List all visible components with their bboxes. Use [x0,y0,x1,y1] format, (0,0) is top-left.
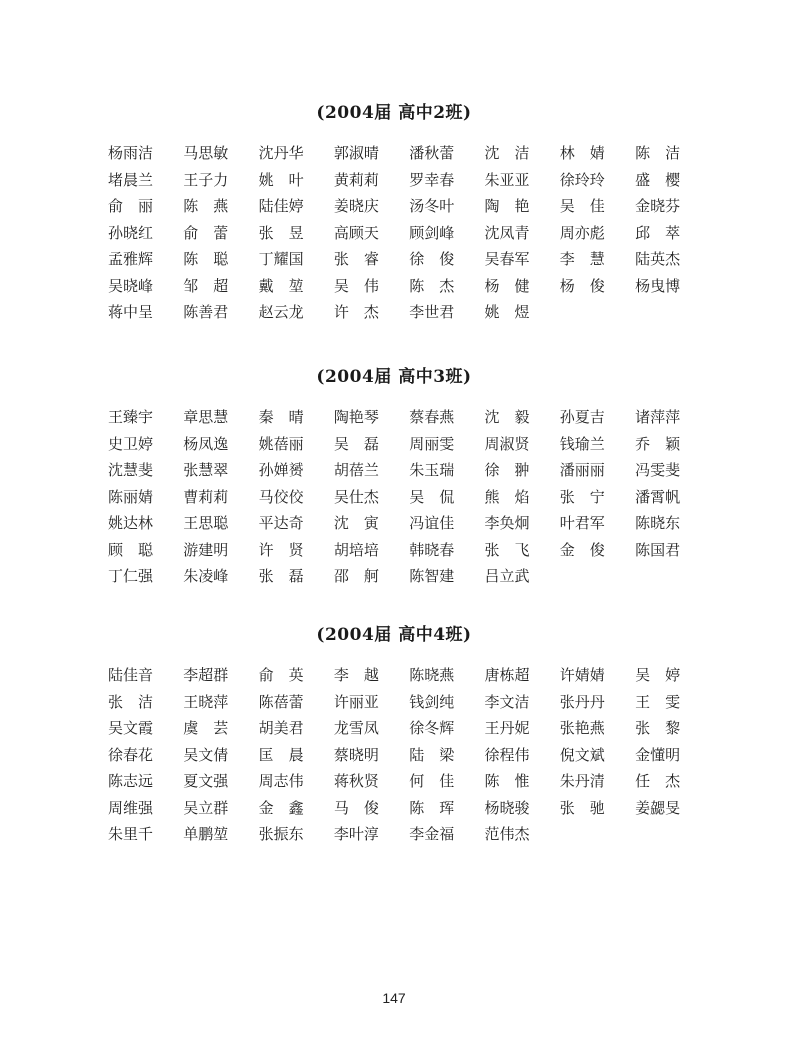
student-name: 陈智建 [409,567,455,585]
student-name: 邱 萃 [635,223,681,242]
student-name: 熊 焰 [484,487,530,506]
name-row [108,140,710,167]
student-name: 沈凤青 [484,223,530,242]
student-name: 虞 芸 [183,719,229,737]
student-name: 王臻宇 [108,408,154,426]
student-name: 张丹丹 [559,692,605,711]
name-row [108,768,710,795]
name-row [108,537,710,564]
student-name: 秦 晴 [258,408,304,426]
student-name: 黄莉莉 [333,170,379,189]
student-name: 朱亚亚 [484,170,530,189]
student-name: 乔 颖 [635,434,681,453]
student-name: 吴 佳 [559,197,605,215]
student-name: 陆佳婷 [258,197,304,215]
student-name: 许丽亚 [333,692,379,711]
student-name: 金晓芬 [635,197,681,215]
student-name: 陶 艳 [484,197,530,215]
student-name: 吴立群 [183,798,229,817]
student-name: 陈善君 [183,303,229,321]
student-name: 杨晓骏 [484,798,530,817]
student-name: 徐 俊 [409,250,455,268]
student-name: 诸萍萍 [635,408,681,426]
student-name: 杨曳博 [635,276,681,295]
student-name: 杨凤逸 [183,434,229,453]
student-name: 戴 堃 [258,276,304,295]
student-name: 张 飞 [484,540,530,559]
student-name: 姚 煜 [484,303,530,321]
student-name: 许婧婧 [559,666,605,684]
student-name: 张 洁 [108,692,154,711]
student-name: 金懂明 [635,745,681,764]
student-name: 周志伟 [258,772,304,790]
name-row [108,510,710,537]
student-name: 何 佳 [409,772,455,790]
student-name: 丁仁强 [108,567,154,585]
name-row [108,404,710,431]
name-row [108,715,710,742]
student-name: 罗幸春 [409,170,455,189]
name-row [108,193,710,220]
student-name: 朱玉瑞 [409,461,455,479]
student-name: 汤冬叶 [409,197,455,215]
student-name: 俞 蕾 [183,223,229,242]
student-name: 俞 英 [258,666,304,684]
student-name: 杨 俊 [559,276,605,295]
student-name: 陈 燕 [183,197,229,215]
student-name: 朱丹清 [559,772,605,790]
student-name: 朱里千 [108,825,154,843]
student-name: 盛 樱 [635,170,681,189]
student-name: 蒋中呈 [108,303,154,321]
student-name: 胡美君 [258,719,304,737]
student-name: 李叶淳 [333,825,379,843]
student-name: 任 杰 [635,772,681,790]
student-name: 陶艳琴 [333,408,379,426]
student-name: 陈志远 [108,772,154,790]
student-name: 沈 洁 [484,144,530,162]
student-name: 俞 丽 [108,197,154,215]
student-name: 张 昱 [258,223,304,242]
student-name: 孙夏吉 [559,408,605,426]
student-name: 姜晓庆 [333,197,379,215]
name-row [108,431,710,458]
student-name: 陈丽婧 [108,487,154,506]
student-name: 堵晨兰 [108,170,154,189]
name-row [108,484,710,511]
student-name: 吴晓峰 [108,276,154,295]
student-name: 徐程伟 [484,745,530,764]
student-name: 单鹏堃 [183,825,229,843]
student-name: 邹 超 [183,276,229,295]
student-name: 王晓萍 [183,692,229,711]
student-name: 许 杰 [333,303,379,321]
student-name: 沈丹华 [258,144,304,162]
student-name: 徐 翀 [484,461,530,479]
student-name: 张 黎 [635,719,681,737]
student-name: 倪文斌 [559,745,605,764]
student-name: 李世君 [409,303,455,321]
name-grid [108,404,710,590]
student-name: 李超群 [183,666,229,684]
student-name: 徐冬辉 [409,719,455,737]
student-name: 夏文强 [183,772,229,790]
student-name: 陈晓东 [635,514,681,532]
student-name: 周维强 [108,798,154,817]
student-name: 胡培培 [333,540,379,559]
student-name: 王丹妮 [484,719,530,737]
student-name: 孟雅辉 [108,250,154,268]
student-name: 吕立武 [484,567,530,585]
student-name: 吴仕杰 [333,487,379,506]
student-name: 胡蓓兰 [333,461,379,479]
student-name: 龙雪凤 [333,719,379,737]
student-name: 金 俊 [559,540,605,559]
student-name: 徐玲玲 [559,170,605,189]
student-name: 匡 晨 [258,745,304,764]
student-name: 孙婵赟 [258,461,304,479]
student-name: 邵 舸 [333,567,379,585]
name-row [108,220,710,247]
student-name: 赵云龙 [258,303,304,321]
student-name: 马 俊 [333,798,379,817]
student-name: 沈 寅 [333,514,379,532]
student-name: 张艳燕 [559,719,605,737]
student-name: 沈 毅 [484,408,530,426]
student-name: 吴文倩 [183,745,229,764]
student-name: 朱凌峰 [183,567,229,585]
student-name: 潘秋蕾 [409,144,455,162]
student-name: 吴文霞 [108,719,154,737]
name-row [108,821,710,848]
student-name: 沈慧斐 [108,461,154,479]
student-name: 马思敏 [183,144,229,162]
student-name: 吴 侃 [409,487,455,506]
student-name: 马佼佼 [258,487,304,506]
student-name: 游建明 [183,540,229,559]
student-name: 蔡晓明 [333,745,379,764]
student-name: 陈蓓蕾 [258,692,304,711]
student-name: 张 睿 [333,250,379,268]
student-name: 郭淑晴 [333,144,379,162]
student-name: 唐栋超 [484,666,530,684]
student-name: 张 磊 [258,567,304,585]
student-name: 张振东 [258,825,304,843]
student-name: 陈 聪 [183,250,229,268]
student-name: 姜勰旻 [635,798,681,817]
student-name: 吴春军 [484,250,530,268]
student-name: 潘霄帆 [635,487,681,506]
student-name: 陈 洁 [635,144,681,162]
student-name: 姚 叶 [258,170,304,189]
student-name: 吴 磊 [333,434,379,453]
student-name: 曹莉莉 [183,487,229,506]
student-name: 陈 杰 [409,276,455,295]
name-row [108,273,710,300]
student-name: 平达奇 [258,514,304,532]
student-name: 史卫婷 [108,434,154,453]
student-name: 范伟杰 [484,825,530,843]
student-name: 陈 惟 [484,772,530,790]
student-name: 李 慧 [559,250,605,268]
student-name: 钱瑜兰 [559,434,605,453]
student-name: 蒋秋贤 [333,772,379,790]
student-name: 陆 梁 [409,745,455,764]
student-name: 姚达林 [108,514,154,532]
student-name: 金 鑫 [258,798,304,817]
student-name: 吴 伟 [333,276,379,295]
student-name: 蔡春燕 [409,408,455,426]
student-name: 顾 聪 [108,540,154,559]
student-name: 林 婧 [559,144,605,162]
student-name: 叶君军 [559,514,605,532]
student-name: 王思聪 [183,514,229,532]
name-row [108,742,710,769]
student-name: 李 越 [333,666,379,684]
name-row [108,457,710,484]
name-grid [108,662,710,848]
student-name: 丁耀国 [258,250,304,268]
student-name: 陆英杰 [635,250,681,268]
student-name: 高顾天 [333,223,379,242]
student-name: 潘丽丽 [559,461,605,479]
name-row [108,563,710,590]
student-name: 孙晓红 [108,223,154,242]
student-name: 陈国君 [635,540,681,559]
student-name: 李文洁 [484,692,530,711]
student-name: 李奂炯 [484,514,530,532]
student-name: 周淑贤 [484,434,530,453]
student-name: 陈 珲 [409,798,455,817]
student-name: 张 宁 [559,487,605,506]
section-title: (2004届 高中2班) [316,103,472,123]
student-name: 许 贤 [258,540,304,559]
student-name: 陈晓燕 [409,666,455,684]
section-title: (2004届 高中3班) [316,367,472,387]
student-name: 王 雯 [635,692,681,711]
student-name: 吴 婷 [635,666,681,684]
student-name: 钱剑纯 [409,692,455,711]
student-name: 章思慧 [183,408,229,426]
section-title: (2004届 高中4班) [316,625,472,645]
name-row [108,246,710,273]
student-name: 王子力 [183,170,229,189]
student-name: 徐春花 [108,745,154,764]
student-name: 杨 健 [484,276,530,295]
name-row [108,299,710,326]
student-name: 顾剑峰 [409,223,455,242]
name-grid [108,140,710,326]
student-name: 冯谊佳 [409,514,455,532]
student-name: 冯雯斐 [635,461,681,479]
name-row [108,795,710,822]
student-name: 张 驰 [559,798,605,817]
page-number: 147 [382,990,406,1006]
student-name: 杨雨洁 [108,144,154,162]
student-name: 陆佳音 [108,666,154,684]
name-row [108,167,710,194]
student-name: 韩晓春 [409,540,455,559]
student-name: 周丽雯 [409,434,455,453]
student-name: 姚蓓丽 [258,434,304,453]
name-row [108,689,710,716]
student-name: 张慧翠 [183,461,229,479]
name-row [108,662,710,689]
student-name: 李金福 [409,825,455,843]
student-name: 周亦彪 [559,223,605,242]
